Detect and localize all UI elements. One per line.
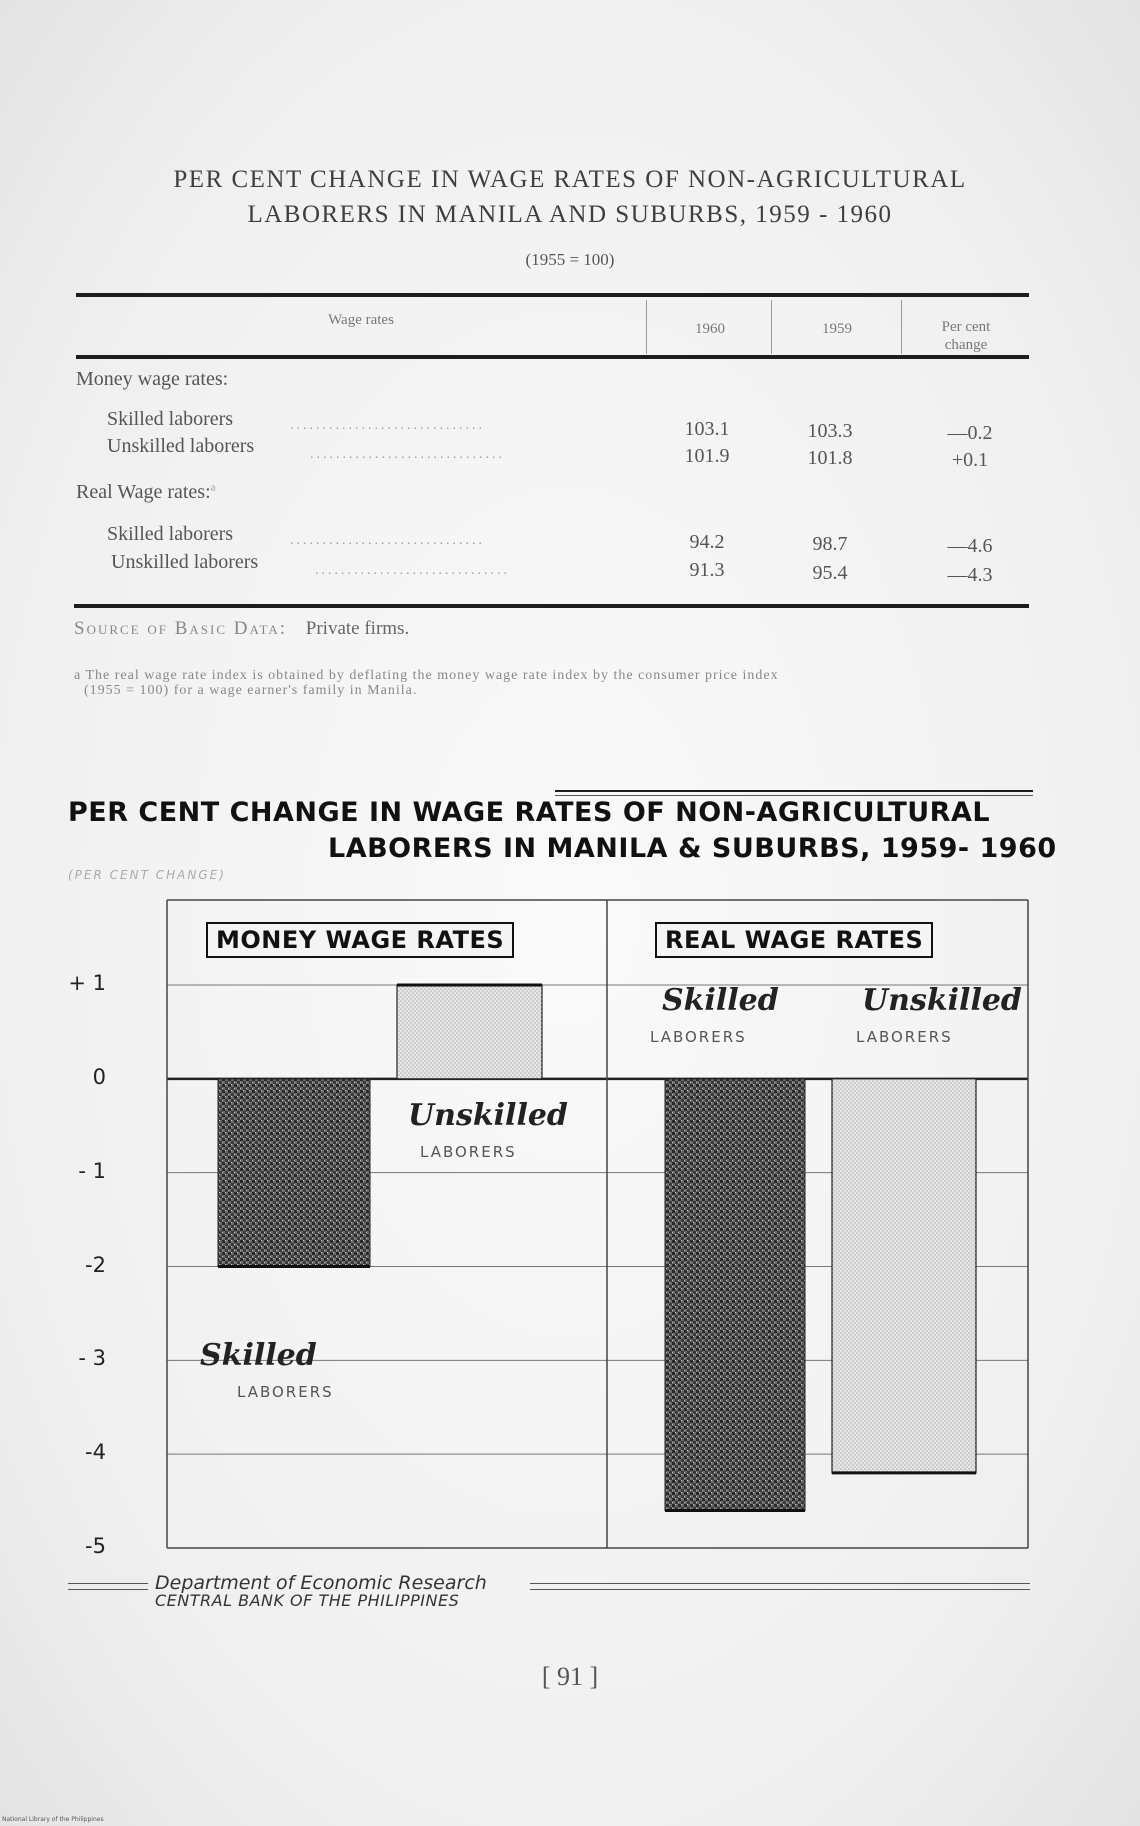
y-tick-label: - 3 xyxy=(78,1346,106,1371)
table-header-rule xyxy=(76,355,1029,359)
bar-money-skilled xyxy=(218,1079,370,1267)
footnote-line1: a The real wage rate index is obtained by deflating the money wage rate index by the consumer price index xyxy=(74,668,779,683)
watermark: National Library of the Philippines xyxy=(2,1816,104,1823)
y-tick-label: - 1 xyxy=(78,1158,106,1183)
section-label-money: Money wage rates: xyxy=(76,368,229,390)
source-value: Private firms. xyxy=(305,618,410,639)
bar-money-unskilled xyxy=(397,985,542,1079)
credit-block xyxy=(155,1574,487,1610)
bar-label-real-unskilled: Unskilled xyxy=(862,983,1022,1018)
bar-label-real-skilled: Skilled xyxy=(662,983,779,1018)
col-header-1959: 1959 xyxy=(822,321,852,337)
cell-1959: 98.7 xyxy=(812,533,848,555)
credit-rule xyxy=(530,1583,1030,1584)
col-separator xyxy=(646,300,647,354)
footnote-mark: a xyxy=(210,481,216,494)
col-separator xyxy=(901,300,902,354)
leader-dots: .............................. xyxy=(290,533,485,548)
cell-1960: 91.3 xyxy=(689,559,725,581)
source-label: Source of Basic Data: xyxy=(74,618,288,639)
cell-1960: 103.1 xyxy=(684,418,730,440)
cell-1960: 94.2 xyxy=(689,531,725,553)
credit-line2: CENTRAL BANK OF THE PHILIPPINES xyxy=(155,1591,460,1610)
cell-pct: —0.2 xyxy=(947,422,993,444)
y-tick-label: -4 xyxy=(85,1440,106,1465)
chart-ylabel: (PER CENT CHANGE) xyxy=(68,868,226,882)
y-tick-label: + 1 xyxy=(68,971,106,995)
col-separator xyxy=(771,300,772,354)
cell-pct: —4.6 xyxy=(947,535,993,557)
col-header-pct-line1: Per cent xyxy=(941,319,991,335)
leader-dots: .............................. xyxy=(315,563,510,578)
y-tick-label: -5 xyxy=(85,1534,106,1558)
cell-1960: 101.9 xyxy=(684,445,730,467)
bar-sublabel-real-skilled: LABORERS xyxy=(650,1028,747,1046)
bar-label-money-unskilled: Unskilled xyxy=(408,1098,568,1133)
table-top-rule xyxy=(76,293,1029,297)
col-header-pct-line2: change xyxy=(944,337,988,353)
table-title-line2: LABORERS IN MANILA AND SUBURBS, 1959 - 1960 xyxy=(247,201,893,228)
cell-1959: 101.8 xyxy=(807,447,853,469)
col-header-1960: 1960 xyxy=(695,321,725,337)
leader-dots: .............................. xyxy=(290,418,485,433)
table-bottom-rule xyxy=(74,604,1029,608)
bar-real-unskilled xyxy=(832,1079,976,1473)
row-label-skilled: Skilled laborers xyxy=(107,408,234,430)
bar-sublabel-money-skilled: LABORERS xyxy=(237,1383,334,1401)
col-header-wage-rates: Wage rates xyxy=(328,312,394,328)
source-line xyxy=(74,618,409,640)
col-header-pct-change xyxy=(903,318,1029,354)
y-tick-label: 0 xyxy=(92,1064,106,1089)
cell-pct: —4.3 xyxy=(947,564,993,586)
credit-line1: Department of Economic Research xyxy=(155,1572,487,1594)
panel-label-real: REAL WAGE RATES xyxy=(655,922,933,958)
row-label-skilled: Skilled laborers xyxy=(107,523,234,545)
chart-title-line1: PER CENT CHANGE IN WAGE RATES OF NON-AGRICULTURAL xyxy=(68,797,991,828)
page-number: [ 91 ] xyxy=(541,1662,599,1691)
row-label-unskilled: Unskilled laborers xyxy=(107,435,255,457)
footnote xyxy=(74,668,1034,698)
cell-1959: 95.4 xyxy=(812,562,848,584)
row-label-unskilled: Unskilled laborers xyxy=(111,551,259,573)
footnote-line2: (1955 = 100) for a wage earner's family in Manila. xyxy=(84,683,418,698)
chart-title-rule xyxy=(555,790,1033,792)
section-label-real xyxy=(76,481,216,504)
cell-1959: 103.3 xyxy=(807,420,853,442)
bar-sublabel-money-unskilled: LABORERS xyxy=(420,1143,517,1161)
credit-rule xyxy=(68,1583,148,1584)
section-label-real-text: Real Wage rates: xyxy=(76,481,211,503)
bar-real-skilled xyxy=(665,1079,805,1511)
table-title-line1: PER CENT CHANGE IN WAGE RATES OF NON-AGRICULTURAL xyxy=(173,166,967,193)
leader-dots: .............................. xyxy=(310,447,505,462)
chart-title-rule xyxy=(555,795,1033,796)
credit-rule xyxy=(68,1589,148,1590)
bar-sublabel-real-unskilled: LABORERS xyxy=(856,1028,953,1046)
bar-label-money-skilled: Skilled xyxy=(200,1338,317,1373)
cell-pct: +0.1 xyxy=(951,449,989,471)
panel-label-money: MONEY WAGE RATES xyxy=(206,922,514,958)
table-base-note: (1955 = 100) xyxy=(525,250,615,269)
credit-rule xyxy=(530,1589,1030,1590)
chart-title-line2: LABORERS IN MANILA & SUBURBS, 1959- 1960 xyxy=(328,833,1057,864)
y-tick-label: -2 xyxy=(85,1252,106,1277)
